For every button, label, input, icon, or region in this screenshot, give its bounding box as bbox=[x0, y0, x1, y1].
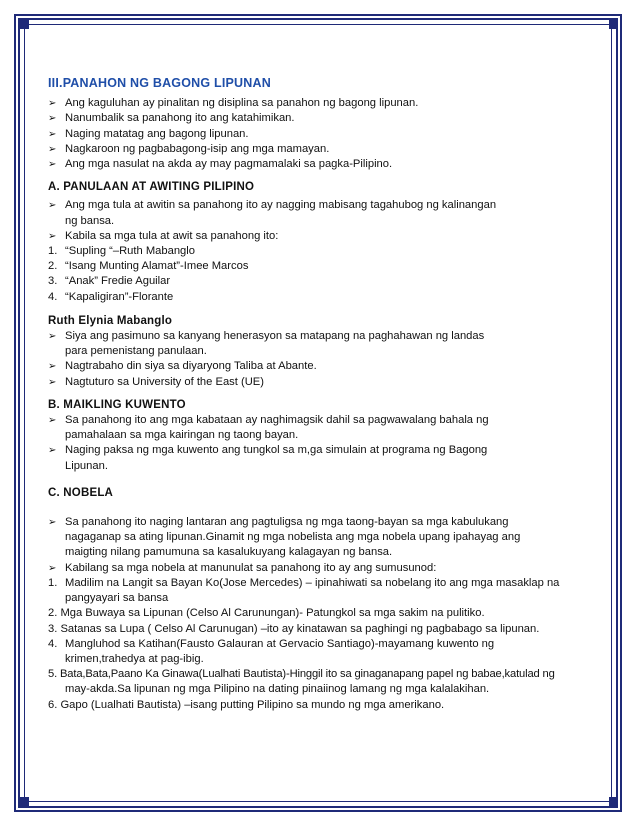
numbered-item: 6. Gapo (Lualhati Bautista) –isang putting Pilipino sa mundo ng mga amerikano. bbox=[48, 698, 445, 711]
bullet-arrow-icon: ➢ bbox=[48, 517, 57, 529]
list-item: ➢ Kabila sa mga tula at awit sa panahong ito: bbox=[48, 229, 593, 244]
numbered-item: 2. “Isang Munting Alamat”-Imee Marcos bbox=[48, 260, 249, 273]
section-heading-a: A. PANULAAN AT AWITING PILIPINO bbox=[48, 181, 255, 194]
text-line: maigting nilang pamumuna sa kasalukuyang kalagayan ng bansa. bbox=[65, 546, 393, 559]
bullet-arrow-icon: ➢ bbox=[48, 230, 57, 242]
list-item: ➢ Nagtrabaho din siya sa diyaryong Taliba at Abante. bbox=[48, 359, 593, 374]
bullet-arrow-icon: ➢ bbox=[48, 98, 57, 110]
bullet-arrow-icon: ➢ bbox=[48, 113, 57, 125]
text-line: Lipunan. bbox=[65, 459, 108, 472]
list-item: ➢ Ang mga nasulat na akda ay may pagmamalaki sa pagka-Pilipino. bbox=[48, 157, 593, 172]
text-line: pangyayari sa bansa bbox=[65, 592, 169, 605]
list-item: ➢ Sa panahong ito naging lantaran ang pagtuligsa ng mga taong-bayan sa mga kabulukang bbox=[48, 515, 593, 530]
bullet-arrow-icon: ➢ bbox=[48, 445, 57, 457]
page-title: III.PANAHON NG BAGONG LIPUNAN bbox=[48, 76, 271, 90]
bullet-arrow-icon: ➢ bbox=[48, 331, 57, 343]
section-heading-b: B. MAIKLING KUWENTO bbox=[48, 398, 186, 411]
text-line: pamahalaan sa mga kairingan ng taong bayan. bbox=[65, 429, 299, 442]
corner-ornament bbox=[20, 797, 29, 806]
text-line: nagaganap sa ating lipunan.Ginamit ng mga nobelista ang mga nobela upang ipahayag ang bbox=[65, 531, 521, 544]
list-item: ➢ Nanumbalik sa panahong ito ang katahimikan. bbox=[48, 111, 593, 126]
list-item: ➢ Nagtuturo sa University of the East (UE) bbox=[48, 375, 593, 390]
list-item: ➢ Siya ang pasimuno sa kanyang henerasyon sa matapang na paghahawan ng landas bbox=[48, 329, 593, 344]
numbered-item: 3. Satanas sa Lupa ( Celso Al Carunugan) –ito ay kinatawan sa paghingi ng pagbabago sa lipunan. bbox=[48, 622, 540, 635]
bullet-arrow-icon: ➢ bbox=[48, 200, 57, 212]
list-item: ➢ Naging matatag ang bagong lipunan. bbox=[48, 127, 593, 142]
numbered-item: 2. Mga Buwaya sa Lipunan (Celso Al Carunungan)- Patungkol sa mga sakim na pulitiko. bbox=[48, 607, 485, 620]
bullet-arrow-icon: ➢ bbox=[48, 415, 57, 427]
list-item: ➢ Nagkaroon ng pagbabagong-isip ang mga mamayan. bbox=[48, 142, 593, 157]
bullet-arrow-icon: ➢ bbox=[48, 159, 57, 171]
list-item: ➢ Naging paksa ng mga kuwento ang tungkol sa m,ga simulain at programa ng Bagong bbox=[48, 443, 593, 458]
corner-ornament bbox=[609, 797, 618, 806]
bullet-arrow-icon: ➢ bbox=[48, 562, 57, 574]
bullet-arrow-icon: ➢ bbox=[48, 143, 57, 155]
corner-ornament bbox=[20, 20, 29, 29]
list-item: ➢ Ang mga tula at awitin sa panahong ito ay nagging mabisang tagahubog ng kalinangan bbox=[48, 198, 593, 213]
text-line: ng bansa. bbox=[65, 214, 115, 227]
text-line: may-akda.Sa lipunan ng mga Pilipino na dating pinaiinog lamang ng mga kalalakihan. bbox=[65, 683, 490, 696]
list-item: ➢ Sa panahong ito ang mga kabataan ay naghimagsik dahil sa pagwawalang bahala ng bbox=[48, 413, 593, 428]
document-body bbox=[48, 76, 593, 713]
corner-ornament bbox=[609, 20, 618, 29]
bullet-arrow-icon: ➢ bbox=[48, 376, 57, 388]
numbered-item: 1. “Supling “–Ruth Mabanglo bbox=[48, 245, 195, 258]
numbered-item: 5. Bata,Bata,Paano Ka Ginawa(Lualhati Bautista)-Hinggil ito sa ginaganapang papel ng babae,katulad ng bbox=[48, 668, 555, 681]
bullet-arrow-icon: ➢ bbox=[48, 128, 57, 140]
list-item: ➢ Ang kaguluhan ay pinalitan ng disiplina sa panahon ng bagong lipunan. bbox=[48, 96, 593, 111]
numbered-item: 4. “Kapaligiran”-Florante bbox=[48, 290, 174, 303]
numbered-item: 3. “Anak” Fredie Aguilar bbox=[48, 275, 171, 288]
numbered-item: 1. Madilim na Langit sa Bayan Ko(Jose Mercedes) – ipinahiwati sa nobelang ito ang mga masaklap na bbox=[48, 576, 560, 589]
bullet-arrow-icon: ➢ bbox=[48, 361, 57, 373]
section-heading-c: C. NOBELA bbox=[48, 486, 114, 499]
text-line: para pemenistang panulaan. bbox=[65, 345, 207, 358]
list-item: ➢ Kabilang sa mga nobela at manunulat sa panahong ito ay ang sumusunod: bbox=[48, 561, 593, 576]
text-line: krimen,trahedya at pag-ibig. bbox=[65, 652, 204, 665]
subsection-heading-ruth: Ruth Elynia Mabanglo bbox=[48, 314, 173, 327]
numbered-item: 4. Mangluhod sa Katihan(Fausto Galauran at Gervacio Santiago)-mayamang kuwento ng bbox=[48, 637, 495, 650]
